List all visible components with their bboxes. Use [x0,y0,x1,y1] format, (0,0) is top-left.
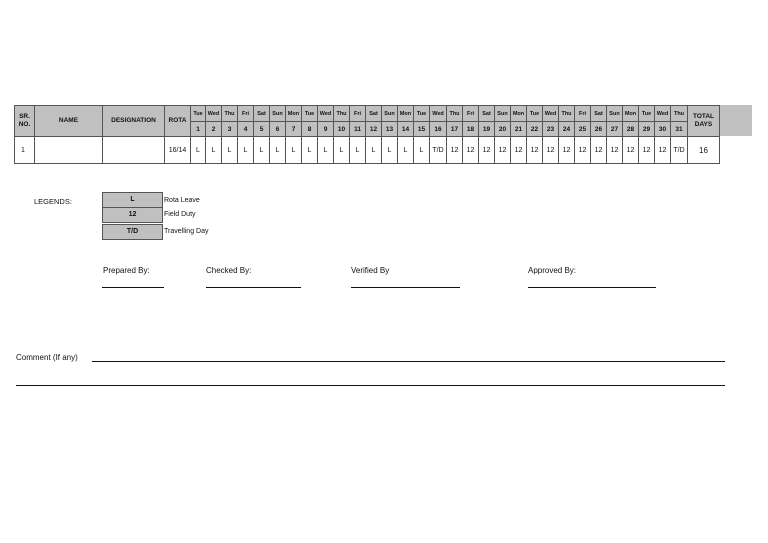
day-cell: L [302,137,318,164]
verified-by-signature-line[interactable] [351,287,460,288]
date-header-cell: 3 [222,122,238,137]
name-cell [35,137,103,164]
date-header-cell: 18 [463,122,479,137]
date-header-cell: 6 [270,122,286,137]
header-grey-extension [720,105,752,136]
date-header-cell: 15 [414,122,430,137]
comment-line-2[interactable] [16,385,725,386]
sr-no-header: SR. NO. [15,106,35,137]
date-header-cell: 28 [623,122,639,137]
weekday-header-cell: Sun [382,106,398,122]
date-header-cell: 7 [286,122,302,137]
date-header-cell: 27 [607,122,623,137]
day-cell: L [318,137,334,164]
day-cell: T/D [671,137,688,164]
weekday-header-cell: Sun [495,106,511,122]
weekday-header-cell: Thu [671,106,688,122]
date-header-cell: 14 [398,122,414,137]
approved-by-label: Approved By: [528,266,577,275]
legend-desc-rota-leave: Rota Leave [164,197,200,204]
legends-label: LEGENDS: [34,197,72,206]
day-cell: 12 [559,137,575,164]
weekday-header-cell: Tue [527,106,543,122]
date-header-cell: 23 [543,122,559,137]
day-cell: 12 [591,137,607,164]
weekday-header-cell: Sat [254,106,270,122]
date-header-cell: 24 [559,122,575,137]
day-cell: 12 [543,137,559,164]
day-cell: 12 [575,137,591,164]
date-header-cell: 2 [206,122,222,137]
weekday-header-cell: Wed [430,106,447,122]
weekday-header-cell: Mon [398,106,414,122]
date-header-cell: 31 [671,122,688,137]
date-header-cell: 25 [575,122,591,137]
day-cell: L [222,137,238,164]
day-cell: L [238,137,254,164]
date-header-cell: 1 [191,122,206,137]
day-cell: T/D [430,137,447,164]
date-header-cell: 30 [655,122,671,137]
date-header-cell: 13 [382,122,398,137]
weekday-header-cell: Wed [543,106,559,122]
day-cell: 12 [623,137,639,164]
table-row [15,137,720,164]
day-cell: L [398,137,414,164]
day-cell: 12 [495,137,511,164]
date-header-cell: 4 [238,122,254,137]
date-header-cell: 19 [479,122,495,137]
rota-header: ROTA [165,106,191,137]
date-header-cell: 5 [254,122,270,137]
weekday-header-cell: Wed [206,106,222,122]
date-header-cell: 10 [334,122,350,137]
weekday-header-cell: Wed [655,106,671,122]
weekday-header-cell: Sat [366,106,382,122]
checked-by-signature-line[interactable] [206,287,301,288]
comment-label: Comment (If any) [16,353,78,362]
sr-no-cell: 1 [15,137,35,164]
day-cell: L [286,137,302,164]
checked-by-label: Checked By: [206,266,252,275]
weekday-header-cell: Tue [302,106,318,122]
date-header-cell: 11 [350,122,366,137]
weekday-header-cell: Thu [559,106,575,122]
weekday-header-cell: Sun [607,106,623,122]
name-header: NAME [35,106,103,137]
designation-header: DESIGNATION [103,106,165,137]
day-cell: L [334,137,350,164]
legend-desc-travelling-day: Travelling Day [164,228,209,235]
day-cell: L [350,137,366,164]
rota-table [14,105,720,164]
date-header-cell: 26 [591,122,607,137]
weekday-header-cell: Sat [591,106,607,122]
verified-by-label: Verified By [351,266,390,275]
weekday-header-cell: Wed [318,106,334,122]
weekday-header-cell: Tue [639,106,655,122]
weekday-header-cell: Thu [334,106,350,122]
weekday-header-cell: Fri [350,106,366,122]
day-cell: 12 [511,137,527,164]
designation-cell [103,137,165,164]
date-header-cell: 21 [511,122,527,137]
weekday-header-cell: Fri [238,106,254,122]
weekday-header-cell: Mon [511,106,527,122]
day-cell: 12 [607,137,623,164]
weekday-header-cell: Sun [270,106,286,122]
prepared-by-signature-line[interactable] [102,287,164,288]
weekday-header-cell: Sat [479,106,495,122]
date-header-cell: 16 [430,122,447,137]
day-cell: L [191,137,206,164]
legend-code-field-duty: 12 [102,207,163,223]
date-header-cell: 12 [366,122,382,137]
day-cell: L [254,137,270,164]
legend-code-rota-leave: L [102,192,163,208]
day-cell: L [414,137,430,164]
weekday-header-cell: Tue [414,106,430,122]
prepared-by-label: Prepared By: [103,266,150,275]
weekday-header-cell: Thu [447,106,463,122]
weekday-header-cell: Fri [463,106,479,122]
weekday-header-cell: Fri [575,106,591,122]
day-cell: 12 [479,137,495,164]
date-header-cell: 20 [495,122,511,137]
date-header-cell: 22 [527,122,543,137]
date-header-cell: 29 [639,122,655,137]
date-header-cell: 9 [318,122,334,137]
day-cell: 12 [527,137,543,164]
weekday-header-cell: Mon [286,106,302,122]
date-header-cell: 8 [302,122,318,137]
day-cell: L [270,137,286,164]
legend-code-travelling-day: T/D [102,224,163,240]
legend-desc-field-duty: Field Duty [164,211,196,218]
date-header-cell: 17 [447,122,463,137]
comment-line-1[interactable] [92,361,725,362]
day-cell: 12 [655,137,671,164]
day-cell: L [206,137,222,164]
weekday-header-row [15,106,720,122]
weekday-header-cell: Tue [191,106,206,122]
weekday-header-cell: Mon [623,106,639,122]
day-cell: 12 [447,137,463,164]
day-cell: L [366,137,382,164]
total-days-header: TOTAL DAYS [688,106,720,137]
approved-by-signature-line[interactable] [528,287,656,288]
day-cell: 12 [463,137,479,164]
total-days-cell: 16 [688,137,720,164]
weekday-header-cell: Thu [222,106,238,122]
day-cell: 12 [639,137,655,164]
day-cell: L [382,137,398,164]
rota-cell: 16/14 [165,137,191,164]
